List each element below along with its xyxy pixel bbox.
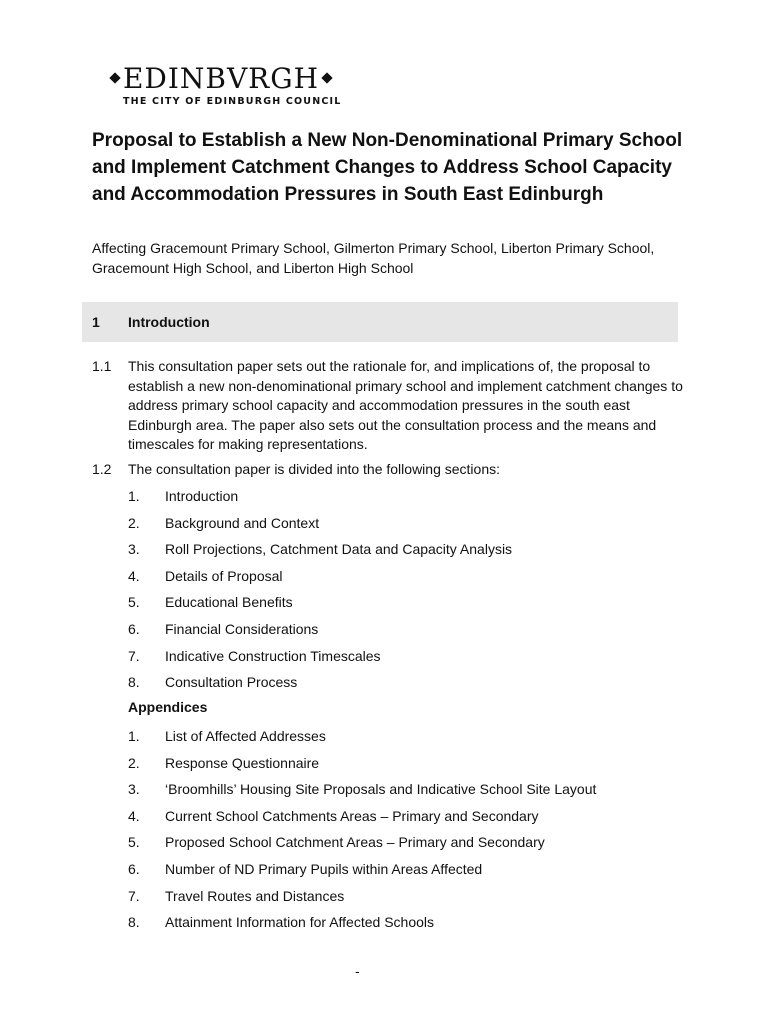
logo-council-name: THE CITY OF EDINBURGH COUNCIL (123, 96, 342, 107)
list-item-text: ‘Broomhills’ Housing Site Proposals and Indicative School Site Layout (165, 781, 597, 798)
list-item-text: Number of ND Primary Pupils within Areas Affected (165, 860, 483, 877)
list-item-number: 4. (128, 807, 140, 824)
list-item-number: 6. (128, 860, 140, 877)
list-item-text: Background and Context (165, 514, 320, 531)
list-item-number: 8. (128, 674, 140, 691)
list-item-text: Financial Considerations (165, 620, 319, 637)
list-item-number: 4. (128, 567, 140, 584)
section-heading (82, 302, 678, 342)
list-item-number: 2. (128, 754, 140, 771)
list-item-number: 8. (128, 914, 140, 931)
list-item-text: Roll Projections, Catchment Data and Capacity Analysis (165, 541, 513, 558)
page-number: - (355, 963, 360, 979)
section-number: 1 (92, 314, 100, 330)
logo-wordmark (90, 62, 352, 96)
list-item-number: 5. (128, 594, 140, 611)
list-item-number: 1. (128, 488, 140, 504)
diamond-icon (109, 72, 120, 83)
paragraph-text: This consultation paper sets out the rationale for, and implications of, the proposal to establish a new non-denominational primary school and implement catchment changes to address primary school capacity and accommodation pressures in the south east Edinburgh area. The paper also sets out the consultation process and the means and timescales for making representations. (128, 358, 683, 452)
list-item-text: Introduction (165, 488, 239, 504)
paragraph-number: 1.1 (92, 358, 112, 374)
list-item-number: 5. (128, 834, 140, 851)
list-item-number: 6. (128, 620, 140, 637)
section-label: Introduction (128, 314, 210, 330)
list-item-text: List of Affected Addresses (165, 728, 326, 744)
list-item-number: 7. (128, 647, 140, 664)
paragraph-number: 1.2 (92, 461, 112, 477)
list-item-number: 1. (128, 728, 140, 744)
logo-name: EDINBVRGH (122, 62, 320, 95)
list-item-text: Consultation Process (165, 674, 298, 691)
list-item-text: Attainment Information for Affected Schools (165, 914, 435, 931)
document-subtitle: Affecting Gracemount Primary School, Gilmerton Primary School, Liberton Primary School, Gracemount High School, and Liberton High School (92, 240, 655, 276)
list-item-number: 7. (128, 887, 140, 904)
document-title: Proposal to Establish a New Non-Denominational Primary School and Implement Catchment Changes to Address School Capacity and Accommodation Pressures in South East Edinburgh (92, 130, 683, 205)
list-item-text: Proposed School Catchment Areas – Primary and Secondary (165, 834, 545, 851)
list-item-text: Educational Benefits (165, 594, 293, 611)
list-item-number: 3. (128, 541, 140, 558)
list-item-text: Details of Proposal (165, 567, 283, 584)
paragraph-text: The consultation paper is divided into the following sections: (128, 461, 500, 477)
council-logo (90, 62, 360, 114)
list-item-text: Indicative Construction Timescales (165, 647, 381, 664)
list-item-number: 2. (128, 514, 140, 531)
list-item-number: 3. (128, 781, 140, 798)
appendices-heading: Appendices (128, 699, 208, 715)
list-item-text: Travel Routes and Distances (165, 887, 345, 904)
list-item-text: Current School Catchments Areas – Primary and Secondary (165, 807, 539, 824)
list-item-text: Response Questionnaire (165, 754, 320, 771)
diamond-icon (321, 72, 332, 83)
